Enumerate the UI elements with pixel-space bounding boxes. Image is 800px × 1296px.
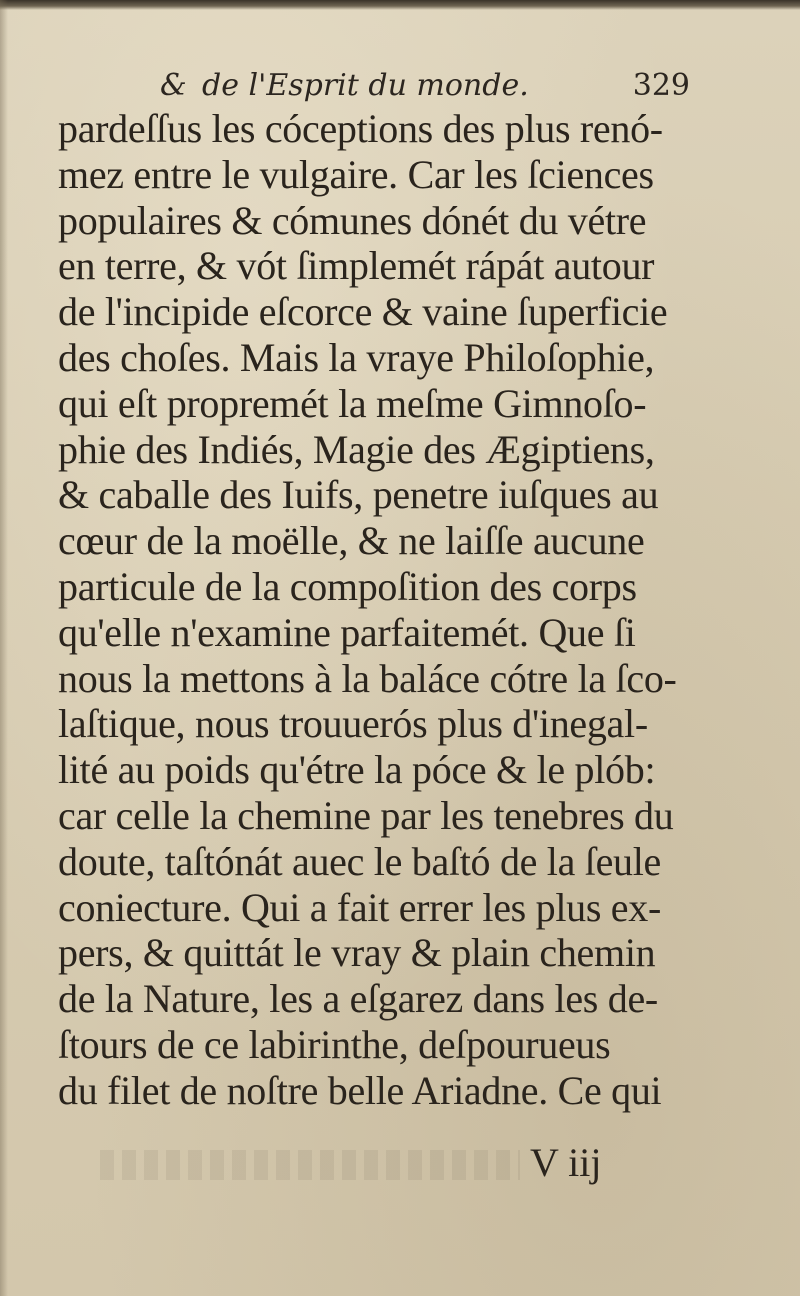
text-line: lité au poids qu'étre la póce & le plób: xyxy=(58,747,656,793)
page-top-edge xyxy=(0,0,800,10)
text-line: coniecture. Qui a fait errer les plus ex- xyxy=(58,884,661,930)
text-line: cœur de la moëlle, & ne laiſſe aucune xyxy=(58,518,645,564)
text-line: populaires & cómunes dónét du vétre xyxy=(58,197,647,243)
text-line: laſtique, nous trouuerós plus d'inegal- xyxy=(58,701,648,747)
text-line: de la Nature, les a eſgarez dans les de- xyxy=(58,976,658,1022)
text-line: doute, taſtónát auec le baſtó de la ſeule xyxy=(58,838,661,884)
text-line: pardeſſus les cóceptions des plus renó- xyxy=(58,106,663,151)
text-line: car celle la chemine par les tenebres du xyxy=(58,792,674,838)
text-line: mez entre le vulgaire. Car les ſciences xyxy=(58,151,654,197)
text-line: pers, & quittát le vray & plain chemin xyxy=(58,930,656,976)
text-line: & caballe des Iuifs, penetre iuſques au xyxy=(58,472,659,518)
text-line: de l'incipide eſcorce & vaine ſuperficie xyxy=(58,289,668,335)
text-line: ſtours de ce labirinthe, deſpourueus xyxy=(58,1021,611,1067)
page-gutter-shadow xyxy=(0,0,8,1296)
text-line: phie des Indiés, Magie des Ægiptiens, xyxy=(58,426,655,472)
body-text xyxy=(58,106,730,1114)
text-line: particule de la compoſition des corps xyxy=(58,563,637,609)
text-line: en terre, & vót ſimplemét rápát autour xyxy=(58,243,655,289)
text-line: du filet de noſtre belle Ariadne. Ce qui xyxy=(58,1067,662,1113)
page-number: 329 xyxy=(632,68,690,103)
text-line: nous la mettons à la baláce cótre la ſco- xyxy=(58,655,677,701)
running-head xyxy=(160,64,690,108)
bleed-through-text xyxy=(100,1150,520,1180)
text-line: des choſes. Mais la vraye Philoſophie, xyxy=(58,334,655,380)
text-line: qu'elle n'examine parfaitemét. Que ſi xyxy=(58,609,636,655)
ampersand-ornament: & xyxy=(160,68,187,103)
signature-mark: V iij xyxy=(530,1140,602,1185)
text-line: qui eſt propremét la meſme Gimnoſo- xyxy=(58,380,647,426)
running-head-title: de l'Esprit du monde. xyxy=(202,68,529,103)
